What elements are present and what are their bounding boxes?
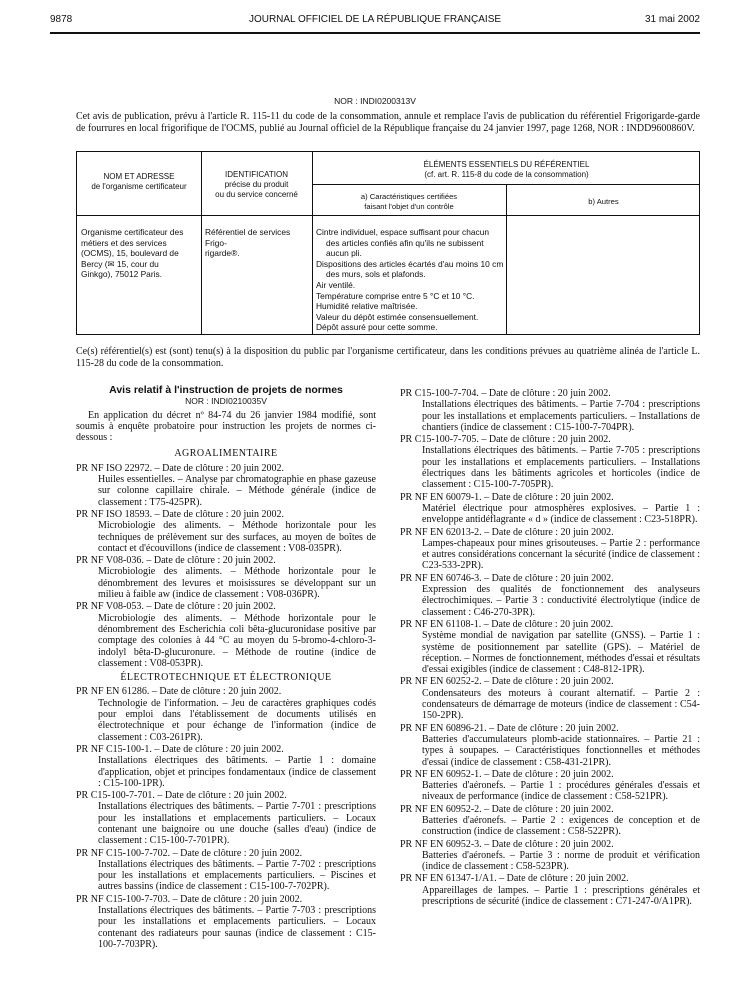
norm-entry-body: Microbiologie des aliments. – Méthode horizontale pour les techniques de prélèvement sur des surfaces, au moyen de boîtes de contact et d'écouvillons (indice de classement : V08-035PR). <box>98 520 376 554</box>
intro-paragraph: Cet avis de publication, prévu à l'article R. 115-11 du code de la consommation, annule et remplace l'avis de publication du référentiel Frigorigarde-garde de fourrures en local frigorifique de l'OCMS, publié au Journal officiel de la République française du 24 janvier 1997, page 1268, NOR : INDD9600860V. <box>76 111 700 134</box>
norm-entry-body: Installations électriques des bâtiments. – Partie 7-703 : prescriptions pour les installations et emplacements particuliers. – Locaux contenant des radiateurs pour saunas (indice de classement : C15-100-7-703PR). <box>98 905 376 950</box>
norm-entry-head: PR NF EN 61347-1/A1. – Date de clôture : 20 juin 2002. <box>400 873 629 885</box>
norm-entry-body: Lampes-chapeaux pour mines grisouteuses. – Partie 2 : performance et autres considérations concernant la sécurité (indice de classement : C23-533-2PR). <box>422 537 700 572</box>
norm-entry <box>76 686 376 742</box>
norm-entry <box>76 744 376 789</box>
norm-entry <box>400 492 700 526</box>
norm-entry-body: Matériel électrique pour atmosphères explosives. – Partie 1 : enveloppe antidéflagrante « d » (indice de classement : C23-518PR). <box>422 502 700 526</box>
norm-entry <box>76 894 376 950</box>
avis-intro: En application du décret nº 84-74 du 26 janvier 1984 modifié, sont soumis à enquête probatoire pour instruction les projets de normes ci-dessous : <box>76 409 376 444</box>
norm-entry-head: PR C15-100-7-701. – Date de clôture : 20 juin 2002. <box>76 790 287 802</box>
cell-caracteristiques: Cintre individuel, espace suffisant pour chacun des articles confiés afin qu'ils ne subissent aucun pli. Dispositions des articles écartés d'au moins 10 cm des murs, sols et plafonds. Air ventilé. Température comprise entre 5 °C et 10 °C. Humidité relative maîtrisée. Valeur du dépôt estimée consensuellement. Dépôt assuré pour cette somme. <box>316 227 504 333</box>
agro-list <box>76 463 376 669</box>
norm-entry-head: PR NF ISO 22972. – Date de clôture : 20 juin 2002. <box>76 462 285 474</box>
norm-entry <box>400 573 700 618</box>
norm-entry-body: Système mondial de navigation par satellite (GNSS). – Partie 1 : système de positionnement par satellite (GPS). – Matériel de réception. – Normes de fonctionnement, méthodes d'essai et résultats d'essai exigibles (indice de classement : C48-812-1PR). <box>422 630 700 676</box>
norm-entry <box>400 839 700 873</box>
norm-entry-head: PR NF V08-053. – Date de clôture : 20 juin 2002. <box>76 601 276 613</box>
norm-entry-body: Installations électriques des bâtiments. – Partie 7-704 : prescriptions pour les installations et emplacements particuliers. – Installations de chantiers (indice de classement : C15-100-7-704PR). <box>422 399 700 433</box>
norm-entry-head: PR NF EN 60952-2. – Date de clôture : 20 juin 2002. <box>400 803 614 815</box>
norm-entry-body: Batteries d'aéronefs. – Partie 1 : procédures générales d'essais et niveaux de performance (indice de classement : C58-521PR). <box>422 780 700 803</box>
cell-referentiel: Référentiel de services Frigo- rigarde®. <box>205 227 291 259</box>
norm-entry <box>76 601 376 669</box>
norm-entry-body: Installations électriques des bâtiments. – Partie 7-705 : prescriptions pour les installations et emplacements particuliers. – Installations électriques dans les bâtiments agricoles et horticoles (indice de classement : C15-100-7-705PR). <box>422 445 700 491</box>
norm-entry <box>76 463 376 508</box>
header-elements-essentiels: ÉLÉMENTS ESSENTIELS DU RÉFÉRENTIEL (cf. art. R. 115-8 du code de la consommation) <box>423 160 590 179</box>
norm-entry <box>400 676 700 721</box>
header-rule <box>50 32 700 34</box>
elec-list <box>76 686 376 950</box>
section-electrotechnique: ÉLECTROTECHNIQUE ET ÉLECTRONIQUE <box>120 672 332 684</box>
publication-date: 31 mai 2002 <box>644 14 700 25</box>
norm-entry-body: Batteries d'accumulateurs plomb-acide stationnaires. – Partie 21 : types à soupapes. – Caractéristiques fonctionnelles et méthodes d'essai (indice de classement : C58-431-21PR). <box>422 733 700 768</box>
norm-entry-head: PR NF C15-100-7-703. – Date de clôture : 20 juin 2002. <box>76 893 303 905</box>
norm-entry-head: PR NF EN 60252-2. – Date de clôture : 20 juin 2002. <box>400 676 614 688</box>
norm-entry-head: PR NF EN 60952-3. – Date de clôture : 20 juin 2002. <box>400 838 614 850</box>
table-divider <box>77 215 699 216</box>
norm-entry-body: Condensateurs des moteurs à courant alternatif. – Partie 2 : condensateurs de démarrage de moteurs (indice de classement : C54-150-2PR). <box>422 687 700 722</box>
referentiel-table <box>76 151 700 335</box>
page-number: 9878 <box>50 14 73 25</box>
norm-entry <box>400 873 700 907</box>
section-agroalimentaire: AGROALIMENTAIRE <box>174 448 278 460</box>
page-header <box>50 14 700 30</box>
norm-entry <box>76 790 376 846</box>
norm-entry <box>400 434 700 490</box>
norm-entry <box>76 509 376 554</box>
right-column <box>400 388 700 908</box>
norm-entry-head: PR NF ISO 18593. – Date de clôture : 20 juin 2002. <box>76 508 285 520</box>
norm-entry <box>400 769 700 803</box>
norm-entry-body: Huiles essentielles. – Analyse par chromatographie en phase gazeuse sur colonne capillaire chirale. – Méthode générale (indice de classement : T75-425PR). <box>98 474 376 508</box>
norm-entry-head: PR NF EN 60079-1. – Date de clôture : 20 juin 2002. <box>400 491 614 503</box>
norm-entry <box>400 388 700 433</box>
norm-entry <box>76 848 376 893</box>
header-organisme: NOM ET ADRESSE de l'organisme certificateur <box>91 172 187 191</box>
norm-entry <box>400 804 700 838</box>
table-divider <box>312 184 699 185</box>
norm-entry-head: PR NF EN 62013-2. – Date de clôture : 20 juin 2002. <box>400 526 614 538</box>
norm-entry-body: Installations électriques des bâtiments. – Partie 1 : domaine d'application, objet et principes fondamentaux (indice de classement : C15-100-1PR). <box>98 755 376 789</box>
norm-entry-head: PR C15-100-7-704. – Date de clôture : 20 juin 2002. <box>400 388 611 399</box>
header-identification: IDENTIFICATION précise du produit ou du service concerné <box>215 170 298 199</box>
norm-entry-head: PR NF EN 60896-21. – Date de clôture : 20 juin 2002. <box>400 722 619 734</box>
norm-entry-body: Appareillages de lampes. – Partie 1 : prescriptions générales et prescriptions de sécurité (indice de classement : C71-247-0/A1PR). <box>422 884 700 908</box>
norm-entry-body: Microbiologie des aliments. – Méthode horizontale pour le dénombrement des Escherichia coli bêta-glucuronidase positive par comptage des colonies à 44 °C au moyen du 5-bromo-4-chloro-3-indolyl bêta-D-glucuronure. – Méthode de routine (indice de classement : V08-053PR). <box>98 612 376 669</box>
norm-entry-head: PR C15-100-7-705. – Date de clôture : 20 juin 2002. <box>400 434 611 446</box>
header-autres: b) Autres <box>588 197 619 206</box>
avis-nor: NOR : INDI0210035V <box>185 396 267 407</box>
after-table-paragraph: Ce(s) référentiel(s) est (sont) tenu(s) à la disposition du public par l'organisme certificateur, dans les conditions prévues au quatrième alinéa de l'article L. 115-28 du code de la consommation. <box>76 346 700 369</box>
nor-reference: NOR : INDI0200313V <box>334 96 416 106</box>
norm-entry <box>76 555 376 600</box>
norm-entry-head: PR NF EN 61286. – Date de clôture : 20 juin 2002. <box>76 686 282 698</box>
norm-entry-body: Batteries d'aéronefs. – Partie 2 : exigences de conception et de construction (indice de classement : C58-522PR). <box>422 814 700 838</box>
journal-title: JOURNAL OFFICIEL DE LA RÉPUBLIQUE FRANÇAISE <box>248 14 502 25</box>
norm-entry-body: Microbiologie des aliments. – Méthode horizontale pour le dénombrement des levures et moisissures se développant sur un milieu à faible aw (indice de classement : V08-036PR). <box>98 566 376 601</box>
avis-title: Avis relatif à l'instruction de projets de normes <box>109 384 343 396</box>
norm-entry-body: Installations électriques des bâtiments. – Partie 7-702 : prescriptions pour les installations et emplacements particuliers. – Piscines et autres bassins (indice de classement : C15-100-7-702PR). <box>98 858 376 893</box>
norm-entry-head: PR NF EN 61108-1. – Date de clôture : 20 juin 2002. <box>400 618 614 630</box>
norm-entry-body: Installations électriques des bâtiments. – Partie 7-701 : prescriptions pour les installations et emplacements particuliers. – Locaux contenant une baignoire ou une douche (salles d'eau) (indice de classement : C15-100-7-701PR). <box>98 801 376 847</box>
left-column <box>76 385 376 951</box>
elec-list-continued <box>400 388 700 907</box>
norm-entry-head: PR NF EN 60952-1. – Date de clôture : 20 juin 2002. <box>400 768 614 780</box>
norm-entry <box>400 619 700 675</box>
cell-organisme: Organisme certificateur des métiers et des services (OCMS), 15, boulevard de Bercy (✉ 15, cour du Ginkgo), 75012 Paris. <box>81 227 184 280</box>
norm-entry-body: Technologie de l'information. – Jeu de caractères graphiques codés pour emploi dans l'établissement de documents utilisés en électrotechnique et pour échange de l'information (indice de classement : C03-261PR). <box>98 697 376 743</box>
norm-entry-head: PR NF EN 60746-3. – Date de clôture : 20 juin 2002. <box>400 572 614 584</box>
norm-entry-head: PR NF V08-036. – Date de clôture : 20 juin 2002. <box>76 555 276 567</box>
norm-entry-body: Expression des qualités de fonctionnement des analyseurs électrochimiques. – Partie 3 : conductivité électrolytique (indice de classement : C46-270-3PR). <box>422 584 700 618</box>
norm-entry <box>400 723 700 768</box>
norm-entry-head: PR NF C15-100-1. – Date de clôture : 20 juin 2002. <box>76 743 284 755</box>
norm-entry-body: Batteries d'aéronefs. – Partie 3 : norme de produit et vérification (indice de classement : C58-523PR). <box>422 849 700 873</box>
norm-entry <box>400 527 700 572</box>
header-caracteristiques: a) Caractéristiques certifiées faisant l'objet d'un contrôle <box>360 192 458 211</box>
norm-entry-head: PR NF C15-100-7-702. – Date de clôture : 20 juin 2002. <box>76 847 303 859</box>
